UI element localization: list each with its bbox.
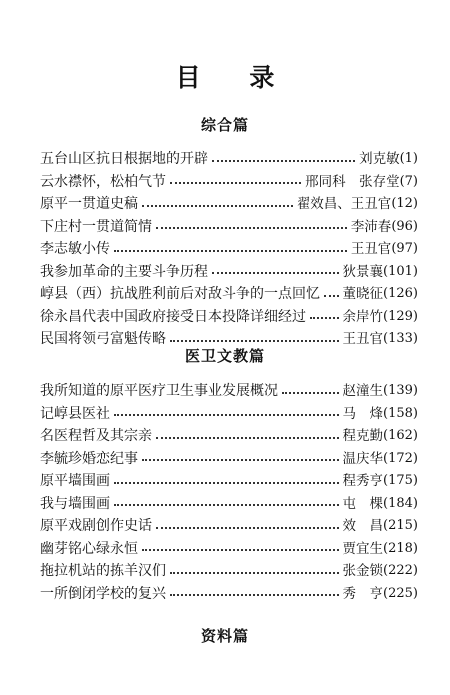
toc-entry (40, 171, 418, 194)
toc-entry (40, 283, 418, 306)
entry-title: 我参加革命的主要斗争历程 (40, 263, 208, 280)
entry-title: 我所知道的原平医疗卫生事业发展概况 (40, 383, 278, 399)
dot-leader (114, 504, 339, 506)
entry-page-number: (225) (383, 585, 418, 601)
toc-entry (40, 493, 418, 516)
toc-entry (40, 403, 418, 426)
entry-page-number: (162) (383, 428, 418, 443)
entry-title: 徐永昌代表中国政府接受日本投降详细经过 (40, 308, 306, 325)
entry-author: 温庆华 (342, 450, 384, 467)
entry-page-number: (133) (383, 331, 418, 346)
entry-page-number: (139) (383, 383, 418, 398)
entry-title: 下庄村一贯道简情 (40, 218, 152, 235)
entry-title: 一所倒闭学校的复兴 (40, 585, 166, 602)
dot-leader (114, 482, 339, 484)
entry-author: 秀 亨 (342, 585, 384, 602)
entry-author: 效 昌 (342, 518, 384, 534)
toc-entry (40, 238, 418, 261)
entry-author: 狄景襄 (342, 263, 384, 280)
dot-leader (170, 572, 339, 574)
entry-page-number: (96) (391, 218, 418, 234)
entry-title: 原平戏剧创作史话 (40, 518, 152, 534)
dot-leader (170, 340, 339, 342)
dot-leader (142, 205, 293, 207)
toc-entry (40, 380, 418, 403)
toc-entry (40, 538, 418, 561)
entry-page-number: (126) (383, 286, 418, 301)
toc-entry (40, 306, 418, 329)
entry-title: 李志敏小传 (40, 241, 110, 257)
entry-title: 崞县（西）抗战胜利前后对敌斗争的一点回忆 (40, 286, 320, 302)
entry-author: 翟效昌、王丑官 (296, 196, 392, 212)
toc-list-general (40, 148, 418, 351)
entry-page-number: (1) (399, 151, 418, 166)
toc-entry (40, 216, 418, 239)
entry-title: 五台山区抗日根据地的开辟 (40, 151, 208, 167)
entry-author: 程克勤 (342, 428, 384, 444)
toc-entry (40, 261, 418, 284)
entry-author: 余岸竹 (342, 308, 384, 325)
dot-leader (142, 549, 339, 551)
dot-leader (310, 317, 339, 319)
entry-title: 拖拉机站的拣羊汉们 (40, 563, 166, 579)
dot-leader (170, 182, 301, 184)
toc-entry (40, 193, 418, 216)
section-heading-medical-education: 医卫文教篇 (184, 347, 265, 365)
entry-author: 贾宜生 (342, 540, 384, 557)
entry-author: 屯 棵 (342, 495, 384, 512)
dot-leader (156, 227, 347, 229)
toc-entry (40, 560, 418, 583)
section-heading-general: 综合篇 (200, 116, 249, 134)
toc-entry (40, 583, 418, 606)
dot-leader (170, 594, 339, 596)
entry-title: 原平一贯道史稿 (40, 196, 138, 212)
entry-title: 云水襟怀，松柏气节 (40, 173, 166, 190)
entry-author: 董晓征 (342, 286, 384, 302)
entry-page-number: (175) (383, 473, 418, 488)
toc-entry (40, 148, 418, 171)
entry-page-number: (158) (383, 405, 418, 421)
entry-page-number: (172) (383, 450, 418, 466)
entry-title: 李毓珍婚恋纪事 (40, 450, 138, 467)
entry-author: 邢同科 张存堂 (305, 173, 400, 190)
entry-author: 马 烽 (342, 405, 384, 422)
dot-leader (212, 160, 355, 162)
dot-leader (282, 392, 339, 394)
dot-leader (114, 250, 347, 252)
entry-page-number: (215) (383, 518, 418, 533)
toc-list-medical-education (40, 380, 418, 605)
entry-author: 程秀亨 (342, 473, 384, 489)
entry-page-number: (222) (383, 563, 418, 578)
entry-author: 刘克敏 (359, 151, 400, 167)
section-heading-materials: 资料篇 (200, 627, 249, 645)
entry-page-number: (97) (391, 241, 418, 256)
entry-page-number: (184) (383, 495, 418, 511)
entry-author: 王丑官 (350, 241, 392, 257)
entry-page-number: (129) (383, 308, 418, 324)
dot-leader (114, 414, 339, 416)
page-title: 目 录 (175, 63, 295, 92)
entry-title: 原平墙围画 (40, 473, 110, 489)
entry-title: 我与墙围画 (40, 495, 110, 512)
entry-author: 李沛春 (350, 218, 392, 235)
toc-entry (40, 425, 418, 448)
dot-leader (324, 295, 339, 297)
toc-entry (40, 470, 418, 493)
dot-leader (156, 527, 339, 529)
entry-title: 民国将领弓富魁传略 (40, 331, 166, 347)
entry-title: 记崞县医社 (40, 405, 110, 422)
entry-author: 张金锁 (342, 563, 384, 579)
entry-title: 幽芽铭心绿永恒 (40, 540, 138, 557)
toc-entry (40, 515, 418, 538)
dot-leader (212, 272, 339, 274)
entry-page-number: (12) (391, 196, 418, 211)
entry-author: 王丑官 (342, 331, 384, 347)
entry-page-number: (218) (383, 540, 418, 556)
entry-author: 赵潼生 (342, 383, 384, 399)
entry-page-number: (101) (383, 263, 418, 279)
dot-leader (142, 459, 339, 461)
toc-entry (40, 448, 418, 471)
dot-leader (156, 437, 339, 439)
entry-title: 名医程哲及其宗亲 (40, 428, 152, 444)
entry-page-number: (7) (399, 173, 418, 189)
